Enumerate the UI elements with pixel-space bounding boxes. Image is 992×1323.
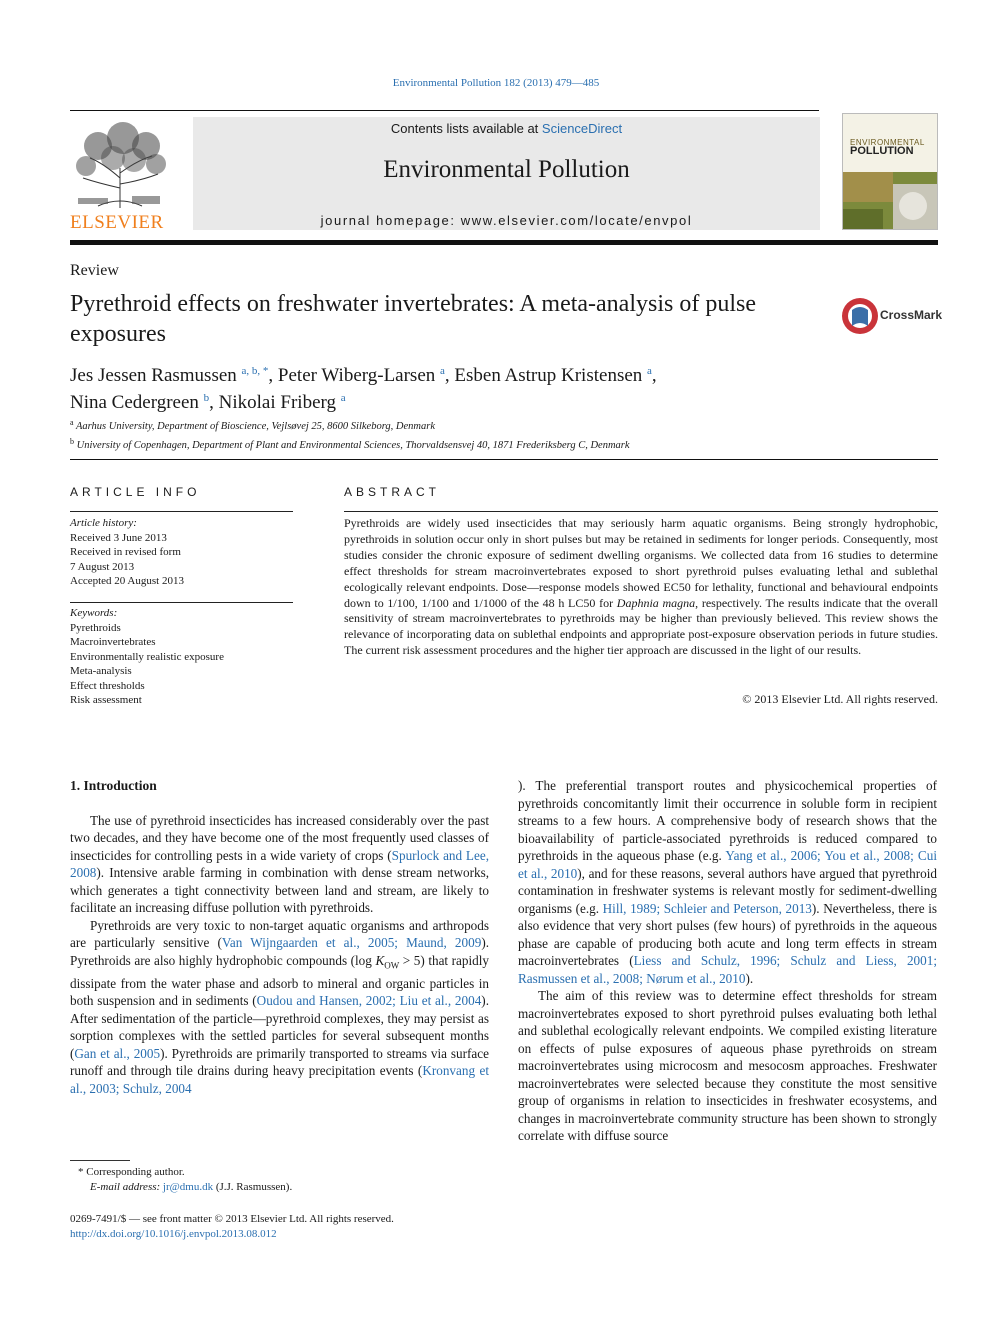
affiliation-item [70,415,870,434]
section-heading: 1. Introduction [70,778,157,793]
keyword-item: Pyrethroids [70,621,121,634]
body-column-right [518,777,937,1145]
citation-link[interactable]: Gan et al., 2005 [74,1045,161,1061]
keyword-item: Macroinvertebrates [70,636,156,648]
affiliation-mark: b [70,437,74,446]
abstract-heading: ABSTRACT [344,485,441,499]
header-thick-rule [70,240,938,245]
article-info-rule [70,511,293,512]
abstract-rule [344,511,938,512]
email-label: E-mail address: [90,1181,161,1193]
history-label: Article history: [70,517,137,529]
text: ). After sedimentation of the particle—pyrethroid complexes, they may persist as sorption complexes with the settled particles for several subsequent months ( [70,993,489,1061]
citation-link[interactable]: Yang et al., 2006; You et al., 2008; Cui et al., 2010 [518,848,937,881]
journal-cover-thumbnail [842,113,938,230]
citation-link[interactable]: Kronvang et al., 2003; Schulz, 2004 [70,1063,489,1096]
keywords-rule [70,602,293,603]
keywords-list [70,606,224,708]
species-name: Daphnia magna [616,595,696,610]
contents-prefix: Contents lists available at [390,121,542,136]
text: ). Intensive arable farming in combination with dense stream networks, which generates a tight connectivity between land and stream, are likely to facilitate an increasing diffuse pollution with pyrethroids. [70,865,489,915]
author-list [70,360,770,414]
corresponding-author-footnote [70,1165,292,1195]
email-link[interactable]: jr@dmu.dk [162,1181,214,1193]
author-separator: , [209,392,219,413]
text: The use of pyrethroid insecticides has increased considerably over the past two decades, and they have become one of the most frequently used classes of insecticides for controlling pests in a wide variety of crops ( [70,812,489,863]
history-item: Received in revised form [70,546,181,558]
text: > 5) that rapidly dissipate from the water phase and adsorb to mineral and organic particles in both suspension and in sediments ( [70,952,489,1009]
abstract-text [344,516,938,659]
page-footer [70,1212,394,1242]
text: ). Nevertheless, there is also evidence that very short pulses (few hours) of pyrethroids in the aqueous phase are capable of producing both acute and long term effects in stream macroinvertebrates ( [518,900,937,968]
affiliation-text: University of Copenhagen, Department of Plant and Environmental Sciences, Thorvaldsensvej 40, 1871 Frederiksberg C, Denmark [76,440,630,451]
paragraph: The aim of this review was to determine effect thresholds for stream macroinvertebrates exposed to short pyrethroid pulses evaluating both lethal and sublethal ecologically relevant endpoints. We compiled existing literature on effects of pulse exposures of aqueous phase pyrethroids on stream macroinvertebrates using microcosm and mesocosm approaches. Freshwater macroinvertebrates were selected because they constitute the most sensitive group of organisms in relation to insecticides in freshwater ecosystems, and changes in macroinvertebrate community structure has been shown to strongly correlate with diffuse source [518,988,937,1143]
doi-link[interactable]: http://dx.doi.org/10.1016/j.envpol.2013.08.012 [70,1228,277,1240]
history-item: 7 August 2013 [70,560,135,573]
article-info-heading: ARTICLE INFO [70,485,201,499]
author-name: Nikolai Friberg [218,392,336,413]
paragraph [70,917,489,1098]
kow-subscript: OW [384,960,400,971]
affiliations [70,415,870,453]
header-rule [70,110,819,111]
citation-link[interactable]: Liess and Schulz, 1996; Schulz and Liess, 2001; Rasmussen et al., 2008; Nørum et al., 2010 [518,953,937,986]
journal-citation[interactable]: Environmental Pollution 182 (2013) 479—485 [392,77,600,89]
author-name: Esben Astrup Kristensen [454,365,643,386]
article-history [70,516,184,589]
crossmark-icon[interactable] [840,296,880,336]
paragraph-continued [518,777,937,987]
abstract-part: , respectively. The results indicate that the overall sensitivity of stream macroinvertebrates to pyrethroids may be higher than previously believed. This review shows the relevance of incorporating data on sublethal endpoints and appropriate post-exposure observation periods in future studies. The current risk assessment procedures and the higher tier approach are discussed in the light of our results. [344,595,939,658]
author-name: Peter Wiberg-Larsen [277,365,436,386]
keyword-item: Effect thresholds [70,679,145,692]
author-separator: , [651,365,657,386]
sciencedirect-link[interactable]: ScienceDirect [541,121,623,136]
issn-line: 0269-7491/$ — see front matter © 2013 Elsevier Ltd. All rights reserved. [70,1213,394,1225]
citation-link[interactable]: Spurlock and Lee, 2008 [70,847,489,880]
journal-name: Environmental Pollution [383,156,630,183]
journal-homepage[interactable]: journal homepage: www.elsevier.com/locate/envpol [320,213,693,228]
paragraph [70,812,489,917]
title-rule [70,459,938,460]
footnote-marker: * [78,1166,84,1178]
abstract-part: Pyrethroids are widely used insecticides that may seriously harm aquatic organisms. Being strongly hydrophobic, pyrethroids in solution occur only in short pulses but may be retained in sediments for longer periods. Consequently, most studies consider the chronic exposure of sediment dwelling organisms. We collected data from 16 studies to determine effect thresholds for stream macroinvertebrates exposed to short pyrethroid pulses evaluating lethal and sublethal ecologically relevant endpoints. Dose—response models showed EC50 for lethality, functional and behavioural endpoints down to 1/100, 1/100 and 1/1000 of the 48 h LC50 for [344,516,938,610]
history-item: Received 3 June 2013 [70,531,167,544]
cover-title-line1: ENVIRONMENTAL [850,138,925,147]
author-affiliation-marks[interactable]: a [647,365,652,377]
author-separator: , [268,365,278,386]
affiliation-mark: a [70,418,74,427]
cover-title-line2: POLLUTION [850,145,914,157]
text: ). The preferential transport routes and physicochemical properties of pyrethroids concomitantly limit their occurrence in soluble form in recipient streams to a few hours. A comprehensive body of research shows that the bioavailability of particle-associated pyrethroids is reduced compared to pyrethroids in the aqueous phase (e.g. [518,778,937,863]
text: ), and for these reasons, several authors have argued that pyrethroid contamination in freshwater systems is relevant mostly for sediment-dwelling organisms (e.g. [518,865,937,916]
citation-link[interactable]: Van Wijngaarden et al., 2005; Maund, 2009 [221,935,482,950]
kow-symbol: K [375,952,385,968]
history-item: Accepted 20 August 2013 [70,575,184,587]
author-name: Jes Jessen Rasmussen [70,365,237,386]
author-name: Nina Cedergreen [70,392,199,413]
abstract-copyright: © 2013 Elsevier Ltd. All rights reserved. [742,692,938,706]
author-affiliation-marks[interactable]: b [203,392,210,404]
author-affiliation-marks[interactable]: a, b, * [241,365,269,377]
affiliation-item [70,434,870,453]
article-type: Review [70,262,119,279]
footnote-label: Corresponding author. [86,1166,185,1178]
citation-link[interactable]: Oudou and Hansen, 2002; Liu et al., 2004 [256,993,482,1009]
citation-link[interactable]: Hill, 1989; Schleier and Peterson, 2013 [602,900,812,916]
footnote-rule [70,1160,130,1161]
text: Pyrethroids are very toxic to non-target aquatic organisms and arthropods are particularly sensitive ( [70,917,489,950]
keywords-label: Keywords: [70,607,118,619]
author-separator: , [444,365,455,386]
keyword-item: Risk assessment [70,694,142,706]
text: ). Pyrethroids are primarily transported to streams via surface runoff and through tile drains during heavy precipitation events ( [70,1045,489,1079]
author-affiliation-marks[interactable]: a [440,365,445,377]
author-affiliation-marks[interactable]: a [340,392,346,404]
publisher-wordmark: ELSEVIER [70,212,164,233]
keyword-item: Environmentally realistic exposure [70,650,224,663]
body-column-left [70,777,489,1097]
email-suffix: (J.J. Rasmussen). [213,1181,293,1193]
cover-image [843,114,938,230]
keyword-item: Meta-analysis [70,665,132,677]
contents-line [193,121,820,136]
article-title: Pyrethroid effects on freshwater invertebrates: A meta-analysis of pulse exposures [70,291,757,347]
text: ). Pyrethroids are also highly hydrophobic compounds (log [70,935,490,968]
text: ). [745,970,754,986]
crossmark-label[interactable]: CrossMark [880,308,943,322]
affiliation-text: Aarhus University, Department of Bioscience, Vejlsøvej 25, 8600 Silkeborg, Denmark [76,421,435,432]
